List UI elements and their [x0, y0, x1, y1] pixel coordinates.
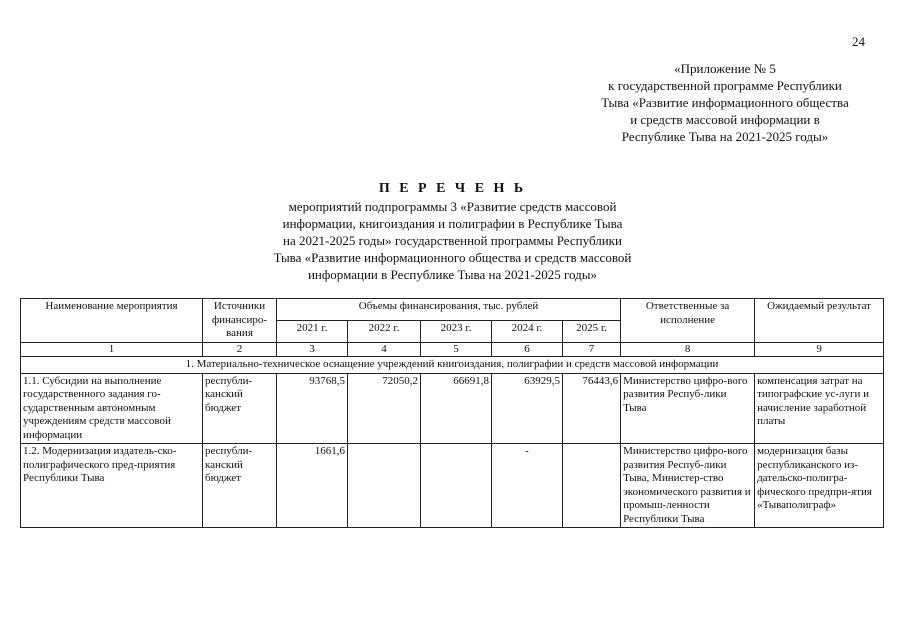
subtitle-line: мероприятий подпрограммы 3 «Развитие средств массовой: [288, 199, 617, 214]
subtitle-line: на 2021-2025 годы» государственной программы Республики: [283, 233, 622, 248]
document-title: П Е Р Е Ч Е Н Ь: [378, 181, 527, 196]
column-number: 7: [563, 342, 621, 357]
measure-name: 1.2. Модернизация издатель-ско-полиграфического пред-приятия Республики Тыва: [21, 444, 203, 528]
table-row: [21, 373, 884, 444]
subtitle-line: Тыва «Развитие информационного общества и средств массовой: [273, 250, 632, 265]
measure-name: 1.1. Субсидии на выполнение государственного задания го-сударственным автономным учреждениям средств массовой информации: [21, 373, 203, 444]
responsible: Министерство цифро-вого развития Респуб-лики Тыва, Министер-ство экономического развития и промыш-ленности Республики Тыва: [621, 444, 755, 528]
amount-2024: -: [492, 444, 563, 528]
header-year: 2021 г.: [277, 320, 348, 342]
document-heading: [0, 180, 905, 283]
column-number-row: [21, 342, 884, 357]
amount-2022: [348, 444, 421, 528]
amount-2023: 66691,8: [421, 373, 492, 444]
header-responsible: Ответственные за исполнение: [621, 299, 755, 343]
column-number: 9: [755, 342, 884, 357]
column-number: 2: [203, 342, 277, 357]
header-funding: Объемы финансирования, тыс. рублей: [277, 299, 621, 321]
header-year: 2023 г.: [421, 320, 492, 342]
header-result: Ожидаемый результат: [755, 299, 884, 343]
appendix-line: и средств массовой информации в: [630, 112, 820, 127]
column-number: 3: [277, 342, 348, 357]
measures-table: [20, 298, 884, 528]
amount-2021: 1661,6: [277, 444, 348, 528]
subtitle-line: информации, книгоиздания и полиграфии в Республике Тыва: [282, 216, 623, 231]
column-number: 4: [348, 342, 421, 357]
responsible: Министерство цифро-вого развития Респуб-лики Тыва: [621, 373, 755, 444]
amount-2021: 93768,5: [277, 373, 348, 444]
page-number: 24: [852, 34, 865, 49]
section-title: 1. Материально-техническое оснащение учреждений книгоиздания, полиграфии и средств массовой информации: [21, 357, 884, 374]
amount-2024: 63929,5: [492, 373, 563, 444]
header-year: 2022 г.: [348, 320, 421, 342]
appendix-line: Республике Тыва на 2021-2025 годы»: [621, 129, 829, 144]
table-row: [21, 444, 884, 528]
column-number: 8: [621, 342, 755, 357]
document-subtitle: [0, 198, 905, 283]
subtitle-line: информации в Республике Тыва на 2021-2025 годы»: [307, 267, 598, 282]
appendix-line: «Приложение № 5: [674, 61, 776, 76]
amount-2023: [421, 444, 492, 528]
expected-result: компенсация затрат на типографские ус-луги и начисление заработной платы: [755, 373, 884, 444]
amount-2022: 72050,2: [348, 373, 421, 444]
header-name: Наименование мероприятия: [21, 299, 203, 343]
appendix-line: к государственной программе Республики: [608, 78, 842, 93]
funding-source: республи-канский бюджет: [203, 373, 277, 444]
section-row: [21, 357, 884, 374]
column-number: 5: [421, 342, 492, 357]
expected-result: модернизация базы республиканского из-дательско-полигра-фического предпри-ятия «Тываполиграф»: [755, 444, 884, 528]
column-number: 6: [492, 342, 563, 357]
funding-source: республи-канский бюджет: [203, 444, 277, 528]
amount-2025: [563, 444, 621, 528]
header-source: Источники финансиро-вания: [203, 299, 277, 343]
column-number: 1: [21, 342, 203, 357]
appendix-line: Тыва «Развитие информационного общества: [601, 95, 849, 110]
header-year: 2025 г.: [563, 320, 621, 342]
header-year: 2024 г.: [492, 320, 563, 342]
appendix-block: [560, 60, 890, 145]
amount-2025: 76443,6: [563, 373, 621, 444]
